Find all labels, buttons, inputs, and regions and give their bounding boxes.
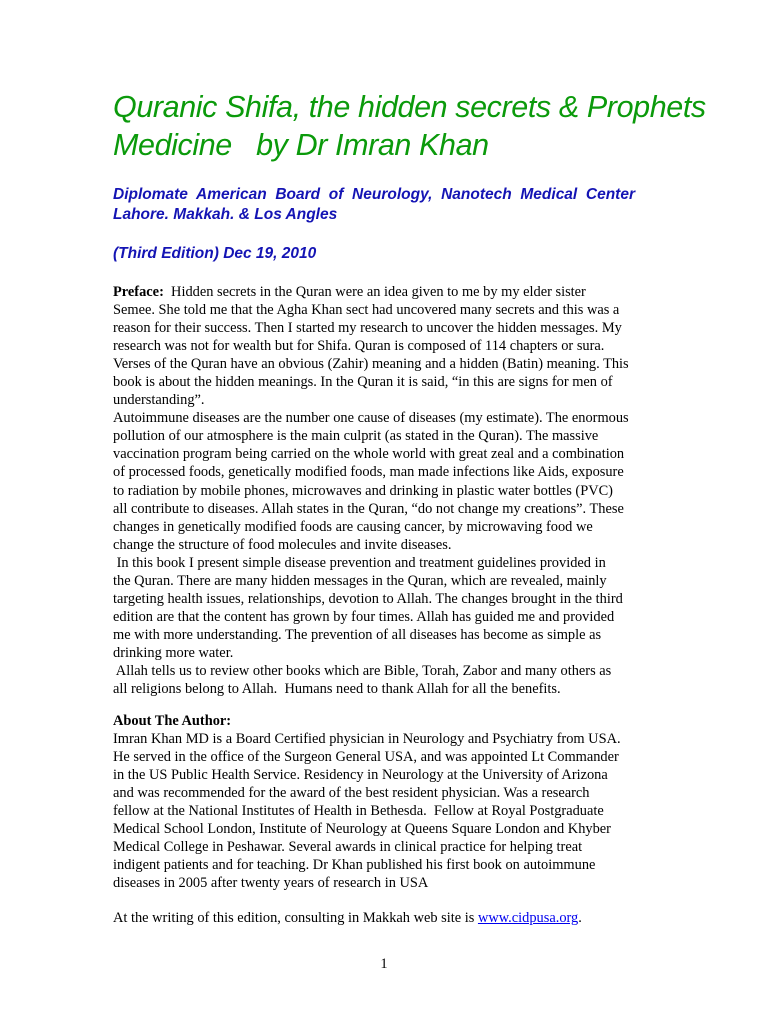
text-line: understanding”. bbox=[113, 392, 205, 409]
text-line: Autoimmune diseases are the number one cause of diseases (my estimate). The enormous bbox=[113, 410, 629, 427]
closing-period: . bbox=[578, 910, 582, 926]
page-number: 1 bbox=[380, 956, 388, 972]
text-line: to radiation by mobile phones, microwaves and drinking in plastic water bottles (PVC) bbox=[113, 482, 613, 499]
text-line: He served in the office of the Surgeon General USA, and was appointed Lt Commander bbox=[113, 749, 619, 766]
about-author-heading: About The Author: bbox=[113, 713, 232, 729]
text-line: fellow at the National Institutes of Health in Bethesda. Fellow at Royal Postgraduate bbox=[113, 803, 604, 820]
text-line: Imran Khan MD is a Board Certified physician in Neurology and Psychiatry from USA. bbox=[113, 731, 621, 748]
text-line: the Quran. There are many hidden messages in the Quran, which are revealed, mainly bbox=[113, 572, 607, 589]
text-line: of processed foods, genetically modified foods, man made infections like Aids, exposure bbox=[113, 464, 624, 481]
closing-line bbox=[113, 909, 658, 927]
closing-text: At the writing of this edition, consulting in Makkah web site is bbox=[113, 910, 478, 926]
author-credentials: Diplomate American Board of Neurology, Nanotech Medical Center Lahore. Makkah. & Los Angles bbox=[113, 186, 635, 223]
text-line: and was recommended for the award of the best resident physician. Was a research bbox=[113, 785, 590, 802]
preface-label: Preface: bbox=[113, 284, 164, 300]
text-line: drinking more water. bbox=[113, 644, 234, 661]
text-line: targeting health issues, relationships, devotion to Allah. The changes brought in the third bbox=[113, 590, 623, 607]
text-line: research was not for wealth but for Shifa. Quran is composed of 114 chapters or sura. bbox=[113, 338, 605, 355]
preface-section bbox=[113, 283, 658, 698]
text-line: book is about the hidden meanings. In the Quran it is said, “in this are signs for men of bbox=[113, 374, 613, 391]
text-line: Medical School London, Institute of Neurology at Queens Square London and Khyber bbox=[113, 821, 611, 838]
about-author-section bbox=[113, 712, 658, 892]
preface-first-line-text: Hidden secrets in the Quran were an idea given to me by my elder sister bbox=[163, 284, 586, 300]
text-line: In this book I present simple disease prevention and treatment guidelines provided in bbox=[113, 554, 606, 571]
text-line: all religions belong to Allah. Humans need to thank Allah for all the benefits. bbox=[113, 681, 561, 698]
edition-date: (Third Edition) Dec 19, 2010 bbox=[113, 245, 317, 262]
text-line: vaccination program being carried on the whole world with great zeal and a combination bbox=[113, 446, 625, 463]
preface-first-line bbox=[113, 283, 658, 301]
text-line: me with more understanding. The prevention of all diseases has become as simple as bbox=[113, 626, 602, 643]
preface-paragraph bbox=[113, 301, 658, 698]
text-line: Semee. She told me that the Agha Khan sect had uncovered many secrets and this was a bbox=[113, 302, 620, 319]
document-title: Quranic Shifa, the hidden secrets & Prophets Medicine by Dr Imran Khan bbox=[113, 90, 706, 162]
about-author-paragraph bbox=[113, 730, 658, 892]
text-line: diseases in 2005 after twenty years of research in USA bbox=[113, 875, 429, 892]
text-line: in the US Public Health Service. Residency in Neurology at the University of Arizona bbox=[113, 767, 608, 784]
text-line: Allah tells us to review other books which are Bible, Torah, Zabor and many others as bbox=[113, 662, 612, 679]
text-line: changes in genetically modified foods are causing cancer, by microwaving food we bbox=[113, 518, 593, 535]
text-line: Medical College in Peshawar. Several awards in clinical practice for helping treat bbox=[113, 839, 583, 856]
text-line: change the structure of food molecules and invite diseases. bbox=[113, 536, 452, 553]
website-link[interactable]: www.cidpusa.org bbox=[477, 910, 579, 926]
text-line: all contribute to diseases. Allah states in the Quran, “do not change my creations”. These bbox=[113, 500, 624, 517]
text-line: pollution of our atmosphere is the main culprit (as stated in the Quran). The massive bbox=[113, 428, 599, 445]
text-line: reason for their success. Then I started my research to uncover the hidden messages. My bbox=[113, 320, 622, 337]
text-line: indigent patients and for teaching. Dr Khan published his first book on autoimmune bbox=[113, 857, 596, 874]
text-line: edition are that the content has grown by four times. Allah has guided me and provided bbox=[113, 608, 615, 625]
text-line: Verses of the Quran have an obvious (Zahir) meaning and a hidden (Batin) meaning. This bbox=[113, 356, 629, 373]
